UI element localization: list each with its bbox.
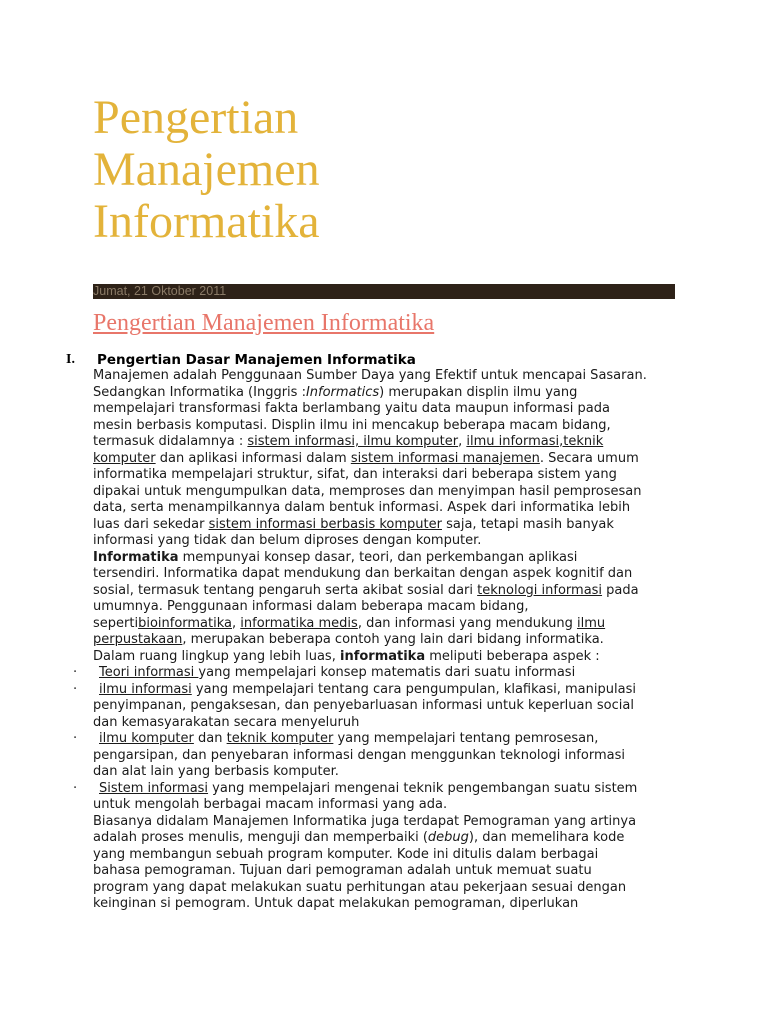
text-line: informasi yang tidak dan belum diproses dengan komputer. [93, 533, 482, 548]
text-line: data, serta menampilkannya dalam bentuk informasi. Aspek dari informatika lebih [93, 500, 631, 515]
link-sistem-informasi[interactable]: sistem informasi, ilmu komputer [247, 434, 459, 449]
link-teknologi-informasi[interactable]: teknologi informasi [477, 582, 603, 598]
text-line [93, 830, 683, 847]
text: dan aplikasi informasi dalam [155, 450, 351, 466]
page-title [93, 92, 653, 248]
text-line: keinginan si pemogram. Untuk dapat melakukan pemograman, diperlukan [93, 896, 579, 911]
text-italic: Informatics [305, 384, 380, 400]
text: saja, tetapi masih banyak [441, 516, 614, 532]
text-line: dipakai untuk mengumpulkan data, memproses dan menyimpan hasil pemprosesan [93, 483, 642, 499]
post-title-link[interactable]: Pengertian Manajemen Informatika [93, 310, 435, 336]
bullet-icon: · [73, 780, 78, 796]
list-item [73, 665, 683, 682]
bullet-list [73, 665, 683, 814]
link-ilmu-komputer[interactable]: ilmu komputer [99, 731, 194, 746]
text-line [93, 451, 683, 468]
text-line: pengarsipan, dan penyebaran informasi dengan menggunkan teknologi informasi [93, 747, 625, 763]
text-bold: Informatika [93, 549, 179, 565]
link-ilmu-perpustakaan[interactable]: perpustakaan [93, 632, 183, 647]
text-line: untuk mengolah berbagai macam informasi yang ada. [93, 797, 448, 812]
link-teknik-komputer[interactable]: teknik komputer [226, 731, 334, 746]
text: yang mempelajari tentang pemrosesan, [333, 731, 599, 746]
text: pada [602, 582, 639, 598]
text: Sedangkan Informatika (Inggris : [93, 384, 306, 400]
link-bioinformatika[interactable]: bioinformatika [138, 615, 232, 631]
link-ilmu-informasi[interactable]: ilmu informasi [99, 681, 192, 697]
title-line: Informatika [93, 195, 320, 248]
text-line: mempelajari transformasi fakta berlambang yaitu data maupun informasi pada [93, 401, 610, 416]
text: Dalam ruang lingkup yang lebih luas, [93, 648, 340, 664]
link-informatika-medis[interactable]: informatika medis [240, 615, 358, 631]
text-line: penyimpanan, pengaksesan, dan penyebarluasan informasi untuk keperluan social [93, 698, 634, 713]
section-number: I. [66, 352, 75, 367]
text: yang mempelajari tentang cara pengumpulan, klafikasi, manipulasi [191, 681, 636, 697]
text: dan [193, 731, 227, 746]
text: sosial, termasuk tentang pengaruh serta akibat sosial dari [93, 582, 478, 598]
text-line: bahasa pemograman. Tujuan dari pemograman adalah untuk memuat suatu [93, 863, 592, 878]
paragraph-2 [93, 550, 683, 666]
text-line: dan alat lain yang berbasis komputer. [93, 764, 339, 779]
paragraph-1 [93, 368, 683, 550]
bullet-icon: · [73, 731, 78, 746]
bullet-icon: · [73, 681, 78, 697]
list-item [73, 780, 683, 798]
article-body [73, 368, 683, 913]
text-italic: debug [427, 830, 469, 845]
text-line: umumnya. Penggunaan informasi dalam beberapa macam bidang, [93, 599, 529, 614]
text-line [93, 517, 683, 534]
section-heading: Pengertian Dasar Manajemen Informatika [97, 352, 416, 368]
text: , merupakan beberapa contoh yang lain dari bidang informatika. [182, 632, 604, 647]
text: , dan informasi yang mendukung [357, 615, 577, 631]
text-line: program yang dapat melakukan suatu perhitungan atau pekerjaan sesuai dengan [93, 879, 627, 895]
text: yang mempelajari mengenai teknik pengembangan suatu sistem [208, 780, 638, 796]
text: , [232, 615, 241, 631]
text-line [93, 550, 683, 567]
link-sistem-informasi-manajemen[interactable]: sistem informasi manajemen [350, 450, 540, 466]
link-ilmu-informasi[interactable]: ilmu informasi,teknik [466, 434, 604, 449]
post-date: Jumat, 21 Oktober 2011 [93, 284, 227, 298]
link-komputer[interactable]: komputer [93, 450, 156, 466]
text-line [93, 616, 683, 633]
text-line [93, 434, 683, 451]
text-line: Biasanya didalam Manajemen Informatika juga terdapat Pemograman yang artinya [93, 813, 637, 829]
title-line: Pengertian [93, 91, 299, 144]
text-line [93, 385, 683, 402]
text: seperti [93, 615, 139, 631]
text-line [93, 632, 683, 649]
text: adalah proses menulis, menguji dan memperbaiki ( [93, 830, 428, 845]
title-line: Manajemen [93, 143, 320, 196]
text-line: Manajemen adalah Penggunaan Sumber Daya yang Efektif untuk mencapai Sasaran. [93, 368, 647, 383]
text: termasuk didalamnya : [93, 434, 248, 449]
text-line: informatika mempelajari struktur, sifat, dan interaksi dari beberapa sistem yang [93, 467, 617, 482]
list-item [73, 731, 683, 748]
text: luas dari sekedar [93, 516, 209, 532]
text-line [93, 649, 683, 666]
link-sistem-informasi-berbasis-komputer[interactable]: sistem informasi berbasis komputer [208, 516, 442, 532]
text: ), dan memelihara kode [468, 830, 625, 845]
bullet-icon: · [73, 665, 78, 680]
link-sistem-informasi[interactable]: Sistem informasi [99, 780, 209, 796]
post-date-bar [93, 284, 675, 299]
link-ilmu-perpustakaan[interactable]: ilmu [576, 615, 606, 631]
text-bold: informatika [339, 648, 426, 664]
paragraph-3 [93, 814, 683, 913]
text-line: tersendiri. Informatika dapat mendukung dan berkaitan dengan aspek kognitif dan [93, 566, 633, 581]
text: . Secara umum [539, 450, 639, 466]
text: ) merupakan displin ilmu yang [379, 384, 578, 400]
text-line: yang membangun sebuah program komputer. Kode ini ditulis dalam berbagai [93, 846, 599, 862]
list-item [73, 681, 683, 699]
text: yang mempelajari konsep matematis dari suatu informasi [198, 665, 576, 680]
text-line [93, 583, 683, 600]
text-line: mesin berbasis komputasi. Displin ilmu ini mencakup beberapa macam bidang, [93, 417, 611, 433]
text-line: dan kemasyarakatan secara menyeluruh [93, 714, 360, 730]
text: meliputi beberapa aspek : [425, 648, 600, 664]
link-teori-informasi[interactable]: Teori informasi [99, 665, 199, 680]
text: mempunyai konsep dasar, teori, dan perkembangan aplikasi [178, 549, 578, 565]
text: , [458, 434, 467, 449]
